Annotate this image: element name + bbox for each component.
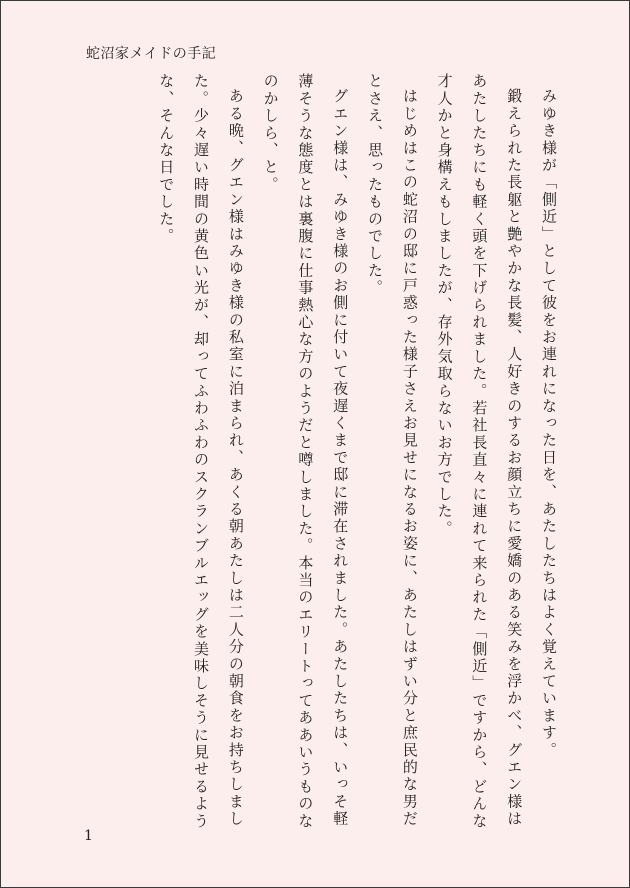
page-number: 1 [84, 828, 93, 844]
paragraph: グエン様は、みゆき様のお側に付いて夜遅くまで邸に滞在されました。あたしたちは、いっそ軽薄そうな態度とは裏腹に仕事熱心な方のようだと噂しました。本当のエリートってああいうものなのかしら、と。 [261, 73, 350, 830]
paragraph: はじめはこの蛇沼の邸に戸惑った様子さえお見せになるお姿に、あたしはずい分と庶民的な男だとさえ、思ったものでした。 [366, 73, 419, 828]
paragraph: 鍛えられた長躯と艶やかな長髪、人好きのするお顔立ちに愛嬌のある笑みを浮かべ、グエン様はあたしたちにも軽く頭を下げられました。若社長直々に連れて来られた「側近」ですから、どんな才人かと身構えもしましたが、存外気取らないお方でした。 [435, 73, 524, 830]
running-header-title: 蛇沼家メイドの手記 [86, 46, 217, 62]
paragraph: ある晩、グエン様はみゆき様の私室に泊まられ、あくる朝あたしは二人分の朝食をお持ちしました。少々遅い時間の黄色い光が、却ってふわふわのスクランブルエッグを美味しそうに見せるような、そんな日でした。 [157, 73, 245, 830]
paragraph: みゆき様が「側近」として彼をお連れになった日を、あたしたちはよく覚えています。 [540, 88, 558, 759]
body-text-vertical [148, 73, 566, 835]
